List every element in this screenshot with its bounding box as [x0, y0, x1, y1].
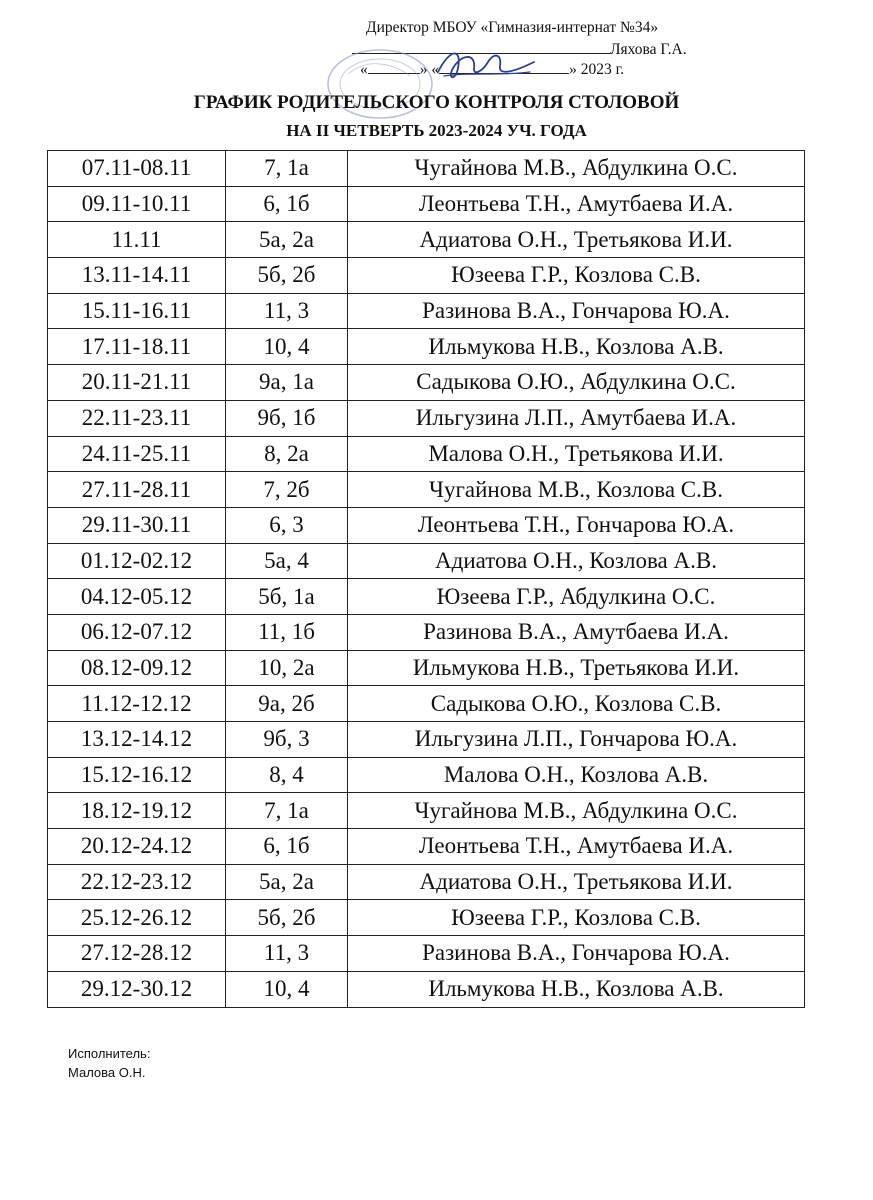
dates-cell: 13.11-14.11 [48, 258, 226, 294]
dates-cell: 18.12-19.12 [48, 793, 226, 829]
parents-cell: Ильгузина Л.П., Амутбаева И.А. [348, 400, 805, 436]
dates-cell: 22.11-23.11 [48, 400, 226, 436]
parents-cell: Чугайнова М.В., Абдулкина О.С. [348, 151, 805, 187]
document-subtitle: НА II ЧЕТВЕРТЬ 2023-2024 УЧ. ГОДА [286, 121, 587, 140]
table-row [48, 186, 805, 222]
table-row [48, 400, 805, 436]
parents-cell: Юзеева Г.Р., Абдулкина О.С. [348, 579, 805, 615]
dates-cell: 11.11 [48, 222, 226, 258]
table-row [48, 936, 805, 972]
table-row [48, 971, 805, 1007]
table-row [48, 686, 805, 722]
dates-cell: 20.12-24.12 [48, 829, 226, 865]
table-row [48, 864, 805, 900]
parents-cell: Леонтьева Т.Н., Амутбаева И.А. [348, 186, 805, 222]
dates-cell: 04.12-05.12 [48, 579, 226, 615]
classes-cell: 9б, 3 [226, 722, 348, 758]
dates-cell: 27.11-28.11 [48, 472, 226, 508]
classes-cell: 5б, 2б [226, 900, 348, 936]
table-row [48, 757, 805, 793]
dates-cell: 11.12-12.12 [48, 686, 226, 722]
document-title: ГРАФИК РОДИТЕЛЬСКОГО КОНТРОЛЯ СТОЛОВОЙ [193, 92, 680, 113]
dates-cell: 25.12-26.12 [48, 900, 226, 936]
parents-cell: Адиатова О.Н., Третьякова И.И. [348, 864, 805, 900]
dates-cell: 08.12-09.12 [48, 650, 226, 686]
table-row [48, 793, 805, 829]
date-open-quote: « [360, 61, 368, 78]
dates-cell: 24.11-25.11 [48, 436, 226, 472]
parents-cell: Малова О.Н., Третьякова И.И. [348, 436, 805, 472]
parents-cell: Ильмукова Н.В., Третьякова И.И. [348, 650, 805, 686]
classes-cell: 6, 1б [226, 186, 348, 222]
classes-cell: 7, 2б [226, 472, 348, 508]
classes-cell: 11, 1б [226, 614, 348, 650]
dates-cell: 13.12-14.12 [48, 722, 226, 758]
classes-cell: 8, 4 [226, 757, 348, 793]
executor-name: Малова О.Н. [68, 1065, 146, 1080]
table-row [48, 293, 805, 329]
dates-cell: 09.11-10.11 [48, 186, 226, 222]
dates-cell: 06.12-07.12 [48, 614, 226, 650]
table-row [48, 472, 805, 508]
classes-cell: 9а, 1а [226, 365, 348, 401]
table-row [48, 329, 805, 365]
parents-cell: Чугайнова М.В., Абдулкина О.С. [348, 793, 805, 829]
classes-cell: 8, 2а [226, 436, 348, 472]
date-mid-quotes: » « [419, 61, 440, 78]
dates-cell: 15.12-16.12 [48, 757, 226, 793]
parents-cell: Разинова В.А., Амутбаева И.А. [348, 614, 805, 650]
table-row [48, 722, 805, 758]
classes-cell: 5а, 4 [226, 543, 348, 579]
parents-cell: Садыкова О.Ю., Козлова С.В. [348, 686, 805, 722]
parents-cell: Адиатова О.Н., Третьякова И.И. [348, 222, 805, 258]
table-row [48, 614, 805, 650]
classes-cell: 10, 4 [226, 971, 348, 1007]
classes-cell: 11, 3 [226, 293, 348, 329]
dates-cell: 22.12-23.12 [48, 864, 226, 900]
classes-cell: 6, 3 [226, 507, 348, 543]
table-row [48, 258, 805, 294]
classes-cell: 5б, 1а [226, 579, 348, 615]
schedule-table [47, 150, 805, 1008]
date-year: » 2023 г. [569, 61, 625, 78]
table-row [48, 436, 805, 472]
dates-cell: 29.12-30.12 [48, 971, 226, 1007]
table-row [48, 579, 805, 615]
classes-cell: 9а, 2б [226, 686, 348, 722]
parents-cell: Ильгузина Л.П., Гончарова Ю.А. [348, 722, 805, 758]
approval-position: Директор МБОУ «Гимназия-интернат №34» [366, 19, 659, 36]
parents-cell: Садыкова О.Ю., Абдулкина О.С. [348, 365, 805, 401]
parents-cell: Юзеева Г.Р., Козлова С.В. [348, 900, 805, 936]
executor-block [68, 1044, 150, 1082]
parents-cell: Леонтьева Т.Н., Амутбаева И.А. [348, 829, 805, 865]
classes-cell: 5б, 2б [226, 258, 348, 294]
dates-cell: 01.12-02.12 [48, 543, 226, 579]
table-row [48, 650, 805, 686]
schedule-body [48, 151, 805, 1008]
executor-label: Исполнитель: [68, 1046, 151, 1061]
dates-cell: 20.11-21.11 [48, 365, 226, 401]
dates-cell: 15.11-16.11 [48, 293, 226, 329]
parents-cell: Чугайнова М.В., Козлова С.В. [348, 472, 805, 508]
dates-cell: 07.11-08.11 [48, 151, 226, 187]
parents-cell: Разинова В.А., Гончарова Ю.А. [348, 936, 805, 972]
director-signature-icon [430, 42, 540, 88]
table-row [48, 900, 805, 936]
table-row [48, 222, 805, 258]
parents-cell: Ильмукова Н.В., Козлова А.В. [348, 329, 805, 365]
parents-cell: Адиатова О.Н., Козлова А.В. [348, 543, 805, 579]
table-row [48, 507, 805, 543]
dates-cell: 27.12-28.12 [48, 936, 226, 972]
classes-cell: 10, 2а [226, 650, 348, 686]
classes-cell: 9б, 1б [226, 400, 348, 436]
parents-cell: Юзеева Г.Р., Козлова С.В. [348, 258, 805, 294]
table-row [48, 543, 805, 579]
classes-cell: 5а, 2а [226, 864, 348, 900]
table-row [48, 829, 805, 865]
parents-cell: Ильмукова Н.В., Козлова А.В. [348, 971, 805, 1007]
classes-cell: 11, 3 [226, 936, 348, 972]
parents-cell: Разинова В.А., Гончарова Ю.А. [348, 293, 805, 329]
classes-cell: 7, 1а [226, 151, 348, 187]
table-row [48, 151, 805, 187]
dates-cell: 17.11-18.11 [48, 329, 226, 365]
approval-name: Ляхова Г.А. [610, 41, 687, 58]
table-row [48, 365, 805, 401]
classes-cell: 10, 4 [226, 329, 348, 365]
classes-cell: 5а, 2а [226, 222, 348, 258]
parents-cell: Леонтьева Т.Н., Гончарова Ю.А. [348, 507, 805, 543]
classes-cell: 7, 1а [226, 793, 348, 829]
dates-cell: 29.11-30.11 [48, 507, 226, 543]
parents-cell: Малова О.Н., Козлова А.В. [348, 757, 805, 793]
classes-cell: 6, 1б [226, 829, 348, 865]
